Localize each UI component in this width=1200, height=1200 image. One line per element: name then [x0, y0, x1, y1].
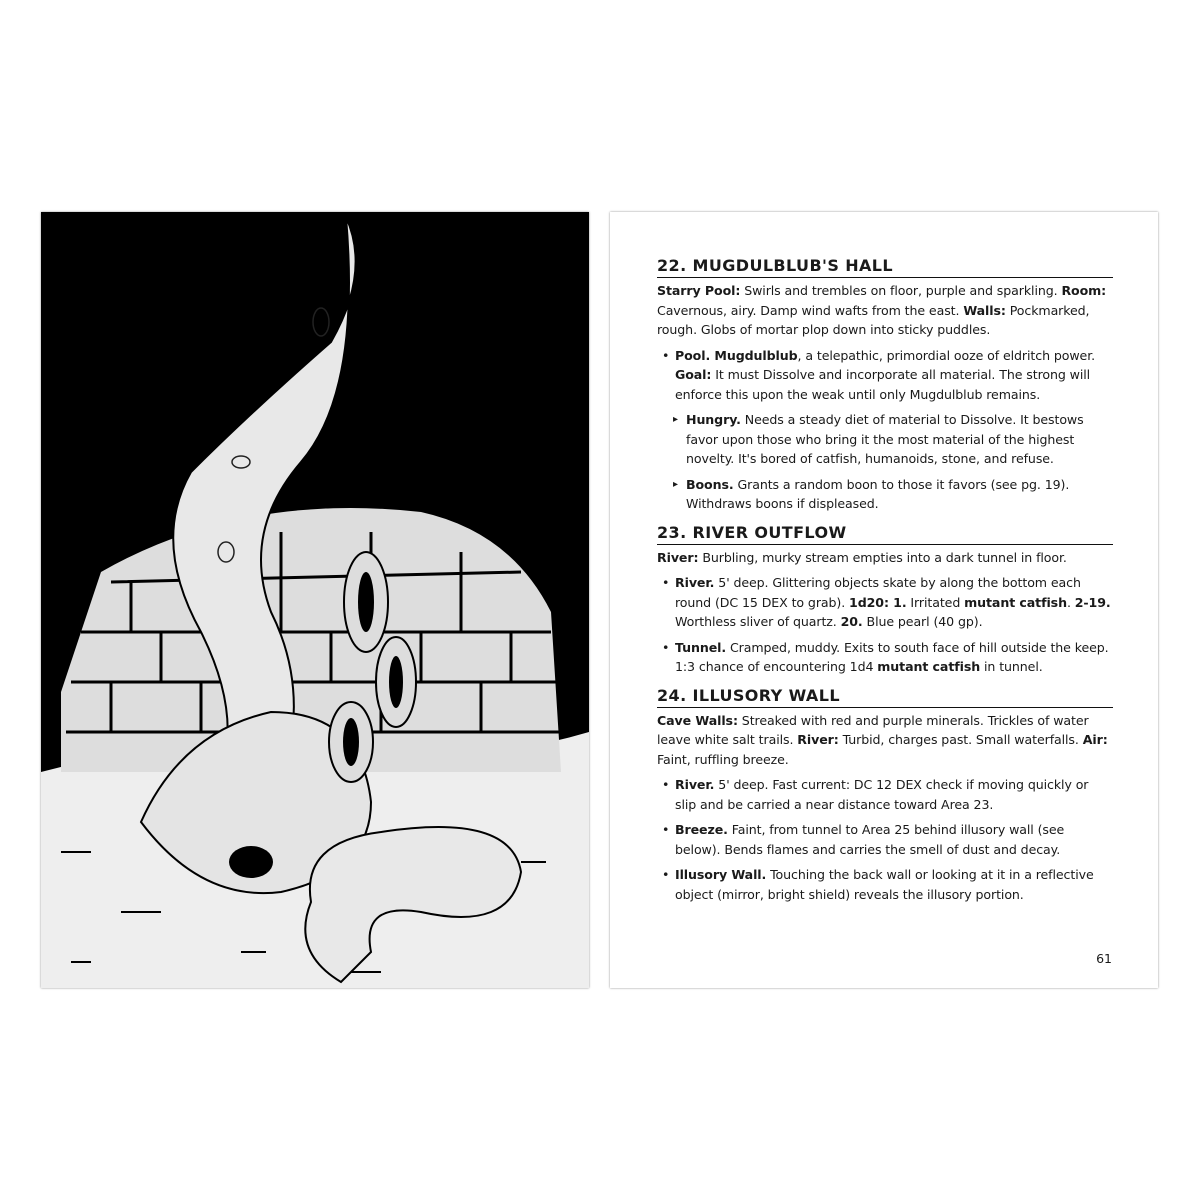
- paragraph: [657, 711, 1113, 770]
- text-run: Faint, from tunnel to Area 25 behind illusory wall (see below). Bends flames and carries the smell of dust and decay.: [675, 822, 1065, 857]
- bold-term: Pool. Mugdulblub: [675, 347, 798, 363]
- bold-term: Tunnel.: [675, 639, 727, 655]
- bold-term: Boons.: [686, 476, 734, 492]
- section: [657, 523, 1113, 677]
- section-heading: 22. MUGDULBLUB'S HALL: [657, 256, 1113, 278]
- bullet-item: [657, 775, 1113, 814]
- bold-term: Goal:: [675, 367, 712, 382]
- bold-term: Illusory Wall.: [675, 867, 767, 882]
- section: [657, 256, 1113, 514]
- section-heading: 23. RIVER OUTFLOW: [657, 523, 1113, 545]
- text-run: Pockmarked, rough. Globs of mortar plop down into sticky puddles.: [657, 302, 1090, 337]
- text-run: Swirls and trembles on floor, purple and sparkling.: [740, 283, 1062, 298]
- bold-term: 20.: [840, 614, 863, 629]
- text-page: [610, 212, 1158, 988]
- bold-term: River:: [797, 732, 839, 747]
- bold-term: Starry Pool:: [657, 283, 741, 298]
- bold-term: Breeze.: [675, 822, 728, 837]
- text-run: , a telepathic, primordial ooze of eldritch power.: [797, 347, 1096, 363]
- bold-term: River.: [675, 575, 715, 590]
- text-run: Cavernous, airy. Damp wind wafts from the east.: [657, 302, 964, 318]
- bold-term: River:: [657, 549, 699, 565]
- paragraph: [657, 281, 1113, 340]
- bullet-item: [657, 865, 1113, 904]
- text-run: 5' deep. Glittering objects skate by along the bottom each round (DC 15 DEX to grab).: [675, 575, 1081, 610]
- page-content: [657, 256, 1113, 913]
- page-number: 61: [1096, 951, 1112, 966]
- creature-illustration: [41, 212, 589, 988]
- bold-term: Walls:: [963, 302, 1006, 318]
- sub-bullet-item: [657, 475, 1113, 514]
- text-run: Turbid, charges past. Small waterfalls.: [838, 732, 1083, 747]
- text-run: Needs a steady diet of material to Dissolve. It bestows favor upon those who bring it the most material of the highest novelty. It's bored of catfish, humanoids, stone, and refuse.: [686, 412, 1084, 466]
- text-run: Grants a random boon to those it favors (see pg. 19). Withdraws boons if displeased.: [686, 476, 1070, 511]
- illustration-page: [41, 212, 589, 988]
- bold-term: Air:: [1082, 732, 1108, 747]
- section-heading: 24. ILLUSORY WALL: [657, 686, 1113, 708]
- text-run: .: [1066, 594, 1075, 610]
- bold-term: mutant catfish: [964, 594, 1067, 610]
- bullet-item: [657, 573, 1113, 632]
- text-run: It must Dissolve and incorporate all material. The strong will enforce this upon the weak until only Mugdulblub remains.: [675, 367, 1091, 402]
- text-run: Touching the back wall or looking at it in a reflective object (mirror, bright shield) reveals the illusory portion.: [675, 867, 1094, 902]
- text-run: 5' deep. Fast current: DC 12 DEX check if moving quickly or slip and be carried a near distance toward Area 23.: [675, 777, 1089, 812]
- text-run: Streaked with red and purple minerals. Trickles of water leave white salt trails.: [657, 712, 1089, 747]
- bold-term: Cave Walls:: [657, 712, 738, 728]
- paragraph: [657, 548, 1113, 568]
- bold-term: Room:: [1061, 283, 1107, 298]
- section: [657, 686, 1113, 905]
- bold-term: mutant catfish: [877, 659, 981, 674]
- bullet-item: [657, 346, 1113, 405]
- bullet-item: [657, 820, 1113, 859]
- bullet-item: [657, 638, 1113, 677]
- text-run: Faint, ruffling breeze.: [657, 751, 789, 767]
- text-run: Blue pearl (40 gp).: [862, 614, 983, 629]
- text-run: Worthless sliver of quartz.: [675, 614, 841, 629]
- bold-term: 2-19.: [1074, 594, 1111, 610]
- text-run: in tunnel.: [980, 659, 1043, 674]
- bold-term: Hungry.: [686, 412, 741, 427]
- sub-bullet-item: [657, 410, 1113, 469]
- bold-term: River.: [675, 777, 715, 792]
- bold-term: 1d20: 1.: [849, 594, 907, 610]
- text-run: Burbling, murky stream empties into a dark tunnel in floor.: [698, 549, 1067, 565]
- text-run: Irritated: [906, 594, 965, 610]
- text-run: Cramped, muddy. Exits to south face of hill outside the keep. 1:3 chance of encountering 1d4: [675, 639, 1109, 674]
